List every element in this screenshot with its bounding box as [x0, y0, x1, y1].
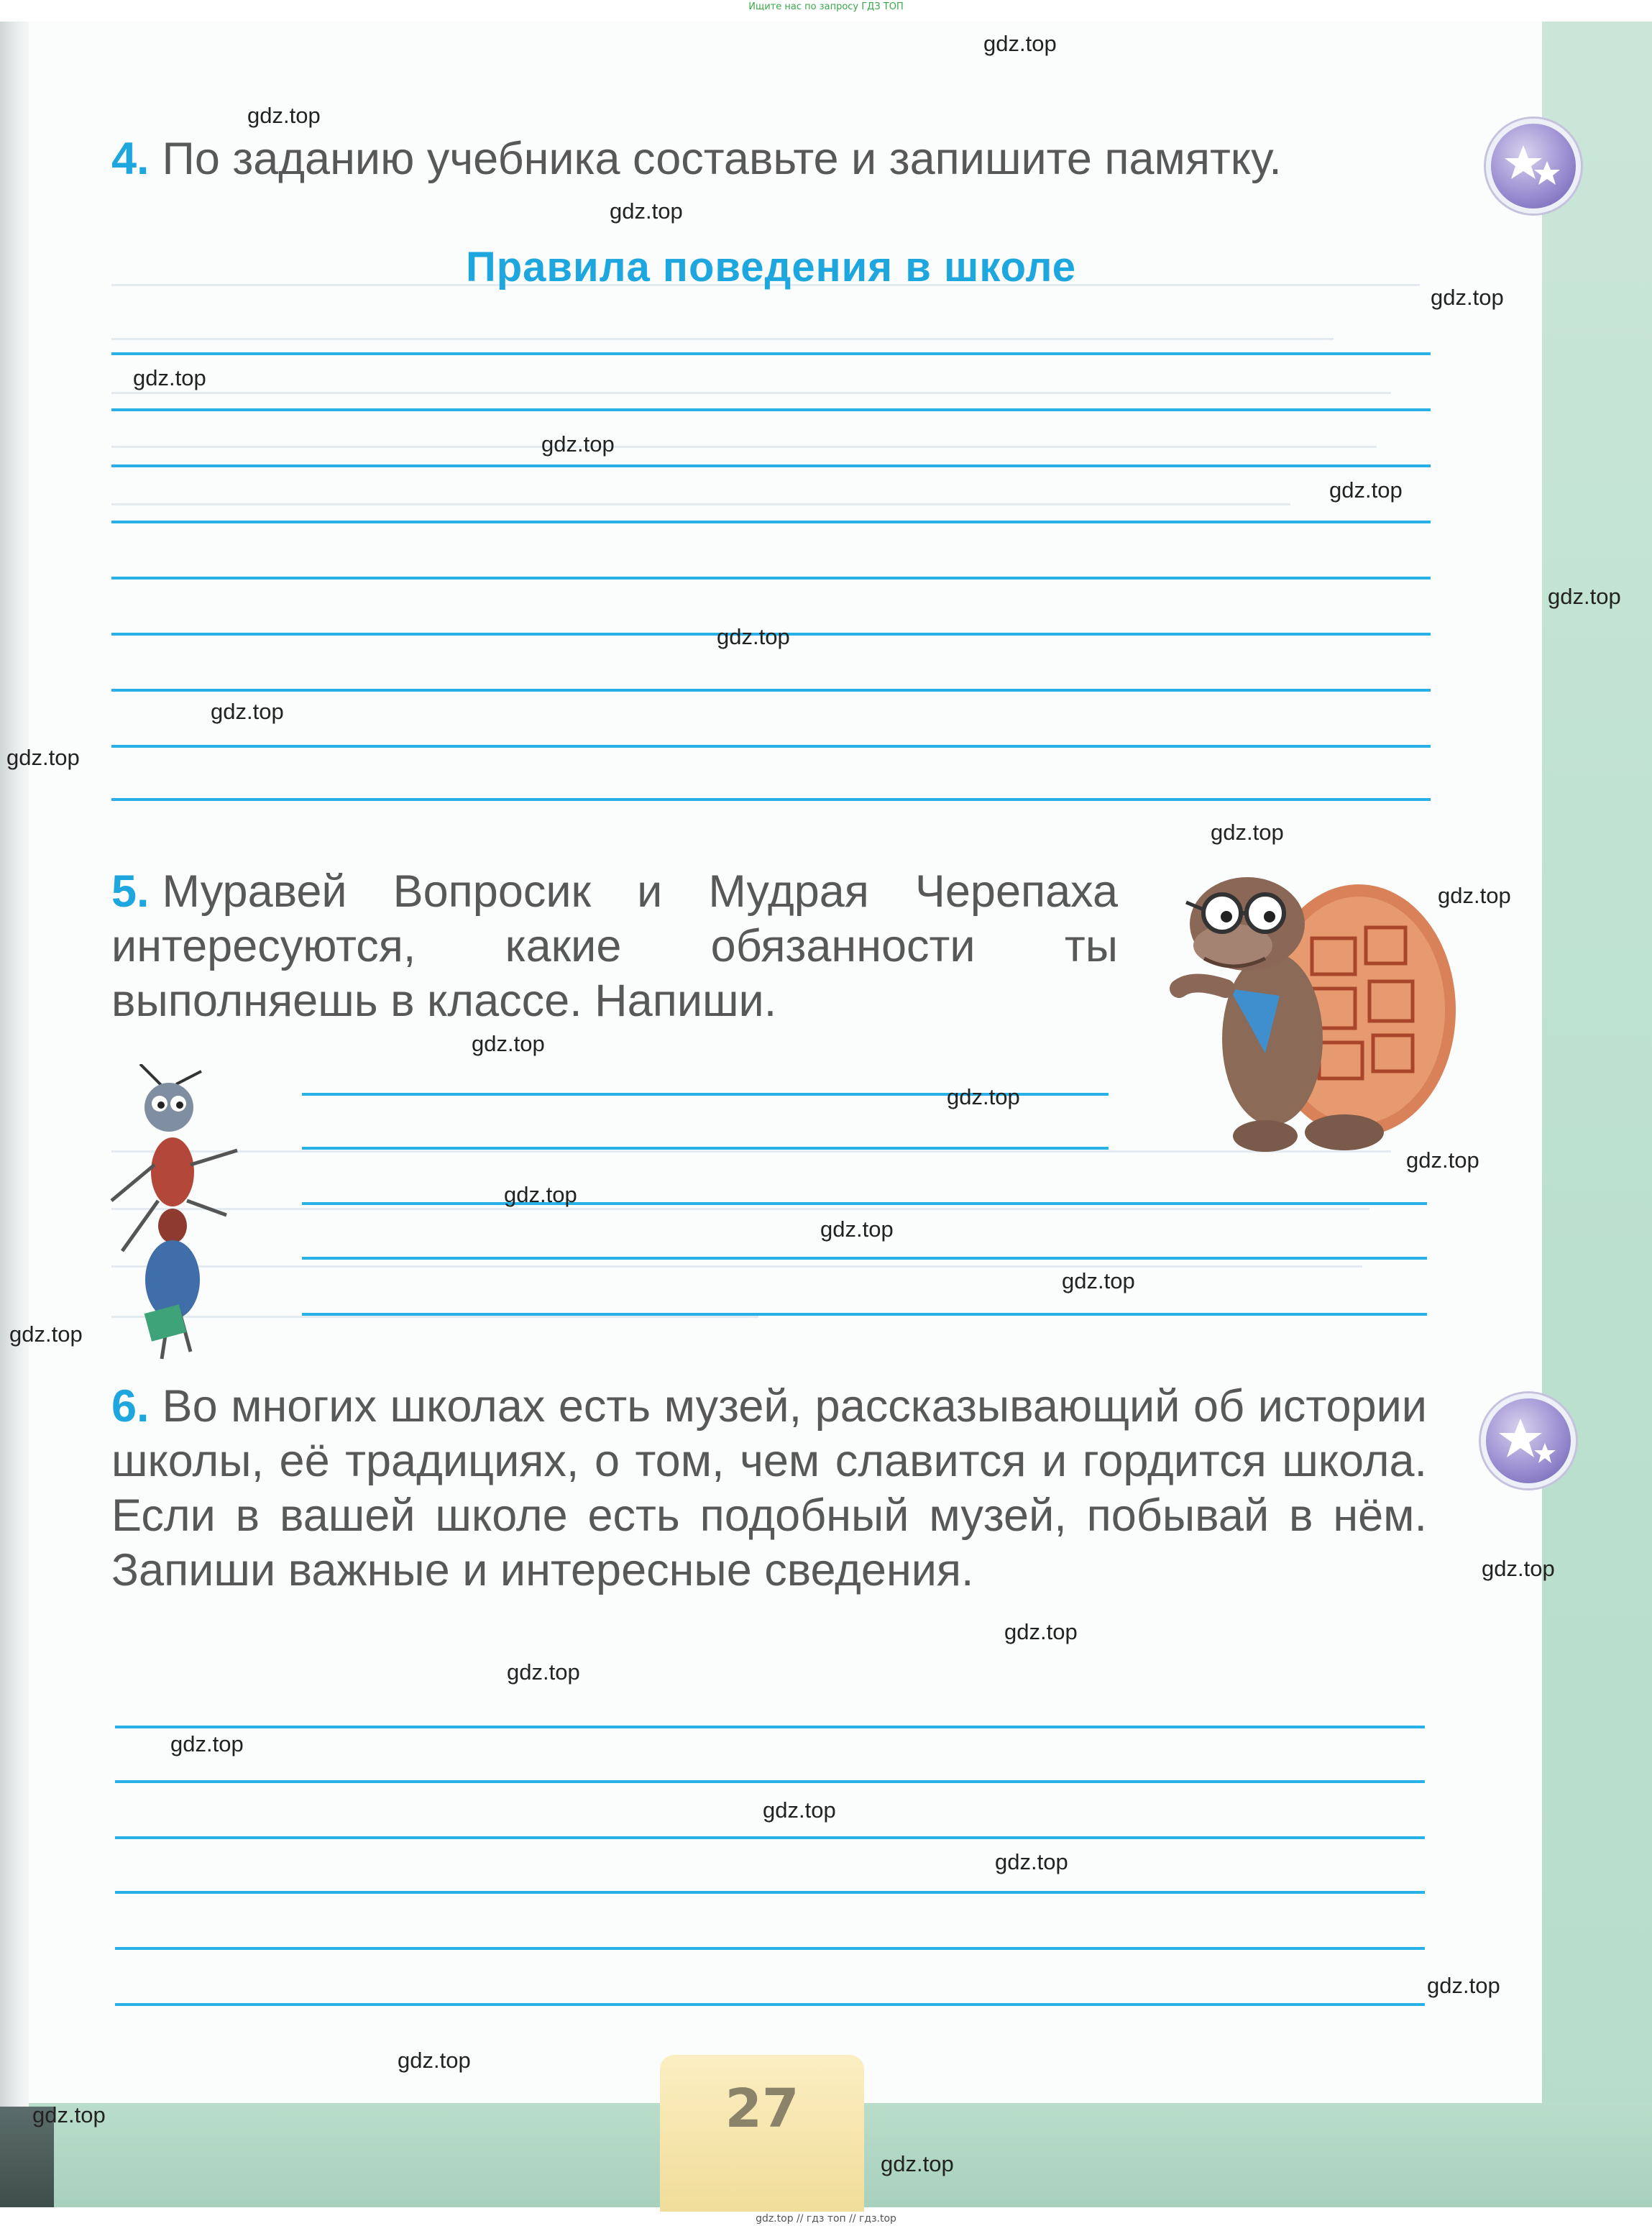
task-6	[111, 1379, 1427, 1598]
watermark: gdz.top	[1548, 584, 1621, 609]
watermark: gdz.top	[995, 1849, 1068, 1874]
watermark: gdz.top	[32, 2102, 106, 2127]
writing-line[interactable]	[302, 1313, 1427, 1316]
task-4	[111, 132, 1431, 186]
bleed-through-line	[111, 392, 1391, 394]
task-5-text: Муравей Вопросик и Мудрая Черепаха интересуются, какие обязанности ты выполняешь в классе. Напиши.	[111, 866, 1118, 1026]
watermark: gdz.top	[1431, 285, 1504, 310]
watermark: gdz.top	[247, 103, 321, 128]
watermark: gdz.top	[1062, 1268, 1135, 1293]
header-note: Ищите нас по запросу ГДЗ ТОП	[748, 1, 904, 12]
writing-line[interactable]	[115, 1780, 1425, 1783]
task-5	[111, 864, 1118, 1028]
watermark: gdz.top	[6, 745, 80, 770]
writing-line[interactable]	[115, 1836, 1425, 1839]
task-6-number: 6.	[111, 1381, 150, 1431]
turtle-illustration	[1165, 859, 1467, 1168]
star-badge-icon	[1481, 1393, 1576, 1488]
memo-title: Правила поведения в школе	[466, 244, 1076, 290]
bleed-through-line	[111, 446, 1377, 448]
page-fold-shadow	[0, 22, 29, 2200]
writing-line[interactable]	[115, 2003, 1425, 2006]
watermark: gdz.top	[9, 1321, 83, 1347]
watermark: gdz.top	[1438, 883, 1511, 908]
watermark: gdz.top	[541, 431, 615, 457]
watermark: gdz.top	[1406, 1147, 1479, 1173]
watermark: gdz.top	[1482, 1556, 1555, 1581]
star-badge-icon	[1486, 119, 1581, 214]
watermark: gdz.top	[1211, 820, 1284, 845]
writing-line[interactable]	[115, 1891, 1425, 1894]
page-number: 27	[725, 2078, 799, 2140]
bleed-through-line	[111, 1208, 1369, 1210]
writing-line[interactable]	[111, 352, 1431, 355]
watermark: gdz.top	[1427, 1973, 1500, 1998]
bleed-through-line	[111, 1265, 1362, 1268]
watermark: gdz.top	[1329, 477, 1403, 503]
watermark: gdz.top	[507, 1659, 580, 1685]
watermark: gdz.top	[133, 365, 206, 390]
writing-line[interactable]	[111, 521, 1431, 523]
watermark: gdz.top	[170, 1731, 244, 1756]
task-4-number: 4.	[111, 134, 150, 184]
watermark: gdz.top	[881, 2151, 954, 2176]
writing-line[interactable]	[302, 1257, 1427, 1260]
task-6-text: Во многих школах есть музей, рассказывающий об истории школы, её традициях, о том, чем славится и гордится школа. Если в вашей школе есть подобный музей, побывай в нём. Запиши важные и интересные сведения.	[111, 1381, 1427, 1595]
watermark: gdz.top	[398, 2048, 471, 2073]
watermark: gdz.top	[504, 1182, 577, 1207]
watermark: gdz.top	[947, 1084, 1020, 1109]
writing-line[interactable]	[302, 1202, 1427, 1205]
ant-illustration	[101, 1064, 259, 1366]
writing-line[interactable]	[111, 689, 1431, 692]
bleed-through-line	[111, 503, 1290, 505]
writing-line[interactable]	[115, 1726, 1425, 1728]
watermark: gdz.top	[763, 1797, 836, 1823]
right-side-strip	[1542, 22, 1652, 2207]
task-5-number: 5.	[111, 866, 150, 917]
watermark: gdz.top	[983, 31, 1057, 56]
task-4-text: По заданию учебника составьте и запишите памятку.	[162, 134, 1282, 184]
writing-line[interactable]	[111, 577, 1431, 579]
writing-line[interactable]	[302, 1147, 1109, 1150]
writing-line[interactable]	[111, 464, 1431, 467]
writing-line[interactable]	[111, 745, 1431, 748]
watermark: gdz.top	[1004, 1619, 1078, 1644]
watermark: gdz.top	[717, 624, 790, 649]
bleed-through-line	[111, 338, 1334, 340]
writing-line[interactable]	[111, 408, 1431, 411]
writing-line[interactable]	[115, 1947, 1425, 1950]
watermark: gdz.top	[211, 699, 284, 724]
watermark: gdz.top	[610, 198, 683, 224]
footer-note: gdz.top // гдз топ // гдз.top	[756, 2213, 896, 2225]
watermark: gdz.top	[820, 1217, 894, 1242]
watermark: gdz.top	[472, 1031, 545, 1056]
writing-line[interactable]	[111, 798, 1431, 801]
